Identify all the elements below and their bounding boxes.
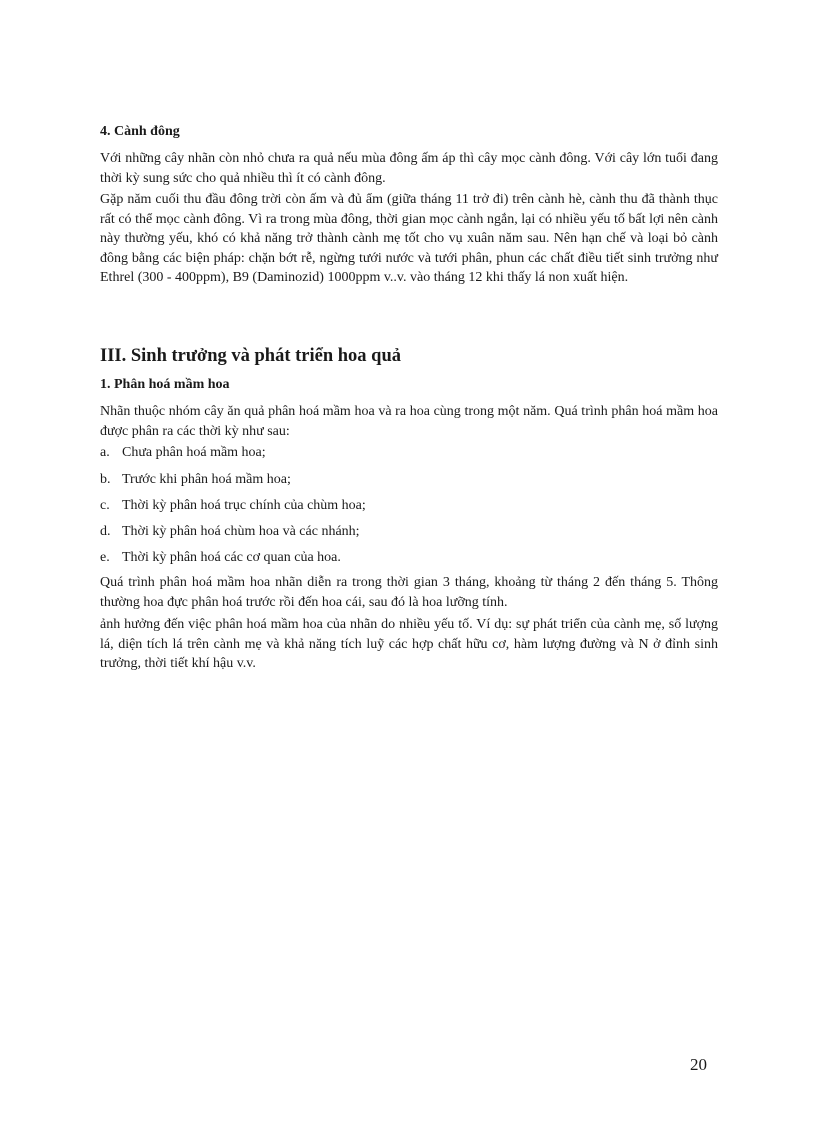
subsection-1-paragraph-1: Nhãn thuộc nhóm cây ăn quả phân hoá mầm hoa và ra hoa cùng trong một năm. Quá trình phân hoá mầm hoa được phân ra các thời kỳ như sau: <box>100 404 718 439</box>
subsection-1-heading: 1. Phân hoá mầm hoa <box>100 377 230 392</box>
list-item <box>100 471 291 489</box>
section-4-paragraph-2: Gặp năm cuối thu đầu đông trời còn ấm và đủ ẩm (giữa tháng 11 trở đi) trên cành hè, cành thu đã thành thục rất có thể mọc cành đông. Vì ra trong mùa đông, thời gian mọc cành ngắn, lại có nhiều yếu tố bất lợi nên cành này thường yếu, khó có khả năng trở thành cành mẹ tốt cho vụ xuân năm sau. Nên hạn chế và loại bỏ cành đông bằng các biện pháp: chặn bớt rễ, ngừng tưới nước và tưới phân, phun các chất điều tiết sinh trưởng như Ethrel (300 - 400ppm), B9 (Daminozid) 1000ppm v..v. vào tháng 12 khi thấy lá non xuất hiện. <box>100 192 718 285</box>
list-item-text: Trước khi phân hoá mầm hoa; <box>122 472 291 487</box>
list-item-text: Chưa phân hoá mầm hoa; <box>122 445 266 460</box>
list-item-text: Thời kỳ phân hoá các cơ quan của hoa. <box>122 550 341 565</box>
list-item-text: Thời kỳ phân hoá trục chính của chùm hoa; <box>122 498 366 513</box>
list-item <box>100 549 341 567</box>
list-item <box>100 497 366 515</box>
list-item-text: Thời kỳ phân hoá chùm hoa và các nhánh; <box>122 524 360 539</box>
section-4-paragraph-1: Với những cây nhãn còn nhỏ chưa ra quả nếu mùa đông ấm áp thì cây mọc cành đông. Với cây lớn tuổi đang thời kỳ sung sức cho quả nhiều thì ít có cành đông. <box>100 151 718 186</box>
subsection-1-paragraph-3: ảnh hưởng đến việc phân hoá mầm hoa của nhãn do nhiều yếu tố. Ví dụ: sự phát triển của cành mẹ, số lượng lá, diện tích lá trên cành mẹ và khả năng tích luỹ các hợp chất hữu cơ, hàm lượng đường và N ở đỉnh sinh trưởng, thời tiết khí hậu v.v. <box>100 617 718 671</box>
list-item-label: b. <box>100 472 111 487</box>
section-4-heading: 4. Cành đông <box>100 124 180 139</box>
list-item <box>100 523 360 541</box>
section-3-heading: III. Sinh trưởng và phát triển hoa quả <box>100 346 401 366</box>
subsection-1-paragraph-2: Quá trình phân hoá mầm hoa nhãn diễn ra trong thời gian 3 tháng, khoảng từ tháng 2 đến tháng 5. Thông thường hoa đực phân hoá trước rồi đến hoa cái, sau đó là hoa lưỡng tính. <box>100 575 718 610</box>
list-item-label: c. <box>100 498 110 513</box>
list-item-label: d. <box>100 524 111 539</box>
list-item-label: e. <box>100 550 110 565</box>
list-item <box>100 444 266 462</box>
list-item-label: a. <box>100 445 110 460</box>
page-number: 20 <box>690 1055 707 1074</box>
